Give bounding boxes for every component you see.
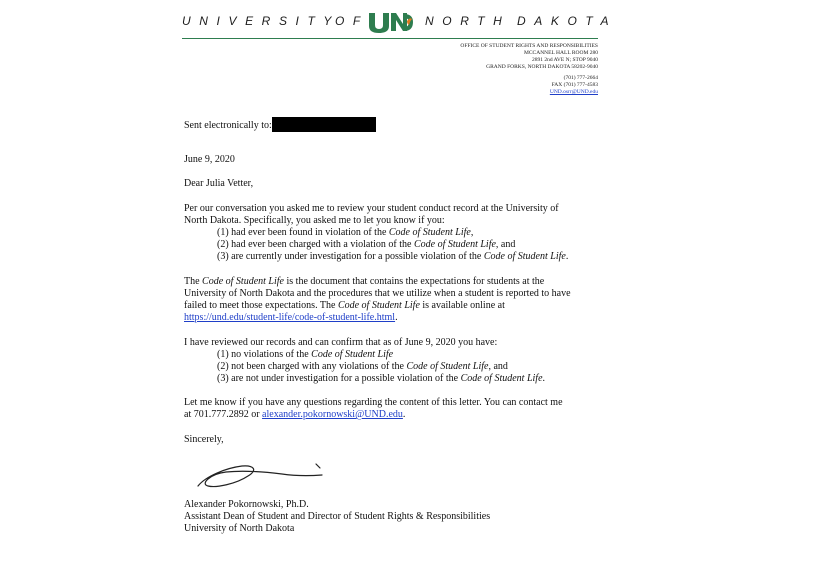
letterhead-word-of: OF	[335, 14, 369, 28]
office-city: GRAND FORKS, NORTH DAKOTA 58202-9040	[486, 64, 598, 70]
office-room: MCCANNEL HALL ROOM 280	[524, 50, 598, 56]
p2-line: The Code of Student Life is the document that contains the expectations for students at the	[184, 276, 545, 287]
handwritten-signature	[196, 456, 328, 492]
office-phone: (701) 777-2664	[563, 75, 598, 81]
p3-list-item: (2) not been charged with any violations of the Code of Student Life, and	[217, 361, 508, 372]
p4-line: Let me know if you have any questions regarding the content of this letter. You can contact me	[184, 397, 563, 408]
p2-line: failed to meet those expectations. The Code of Student Life is available online at	[184, 300, 505, 311]
p3-list-item: (1) no violations of the Code of Student Life	[217, 349, 394, 360]
p1-line: Per our conversation you asked me to review your student conduct record at the University of	[184, 203, 559, 214]
p1-list-item: (3) are currently under investigation for a possible violation of the Code of Student Life.	[217, 251, 569, 262]
paragraph-1	[184, 203, 568, 263]
letterhead-rule	[182, 38, 598, 39]
code-name: Code of Student Life	[406, 361, 489, 372]
salutation: Dear Julia Vetter,	[184, 178, 254, 189]
office-address-block	[460, 43, 598, 96]
letterhead-word-university: UNIVERSITY	[182, 14, 341, 28]
office-street: 2891 2nd AVE N; STOP 9040	[531, 57, 598, 63]
signer-title: Assistant Dean of Student and Director of Student Rights & Responsibilities	[184, 511, 491, 522]
signer-name: Alexander Pokornowski, Ph.D.	[184, 499, 309, 510]
letterhead-word-north: NORTH	[425, 14, 511, 28]
code-name: Code of Student Life	[483, 251, 566, 262]
signature-block	[184, 499, 490, 535]
paragraph-3	[184, 337, 545, 385]
p1-list-item: (1) had ever been found in violation of the Code of Student Life,	[217, 227, 474, 238]
p3-list-item: (3) are not under investigation for a possible violation of the Code of Student Life.	[217, 373, 546, 384]
p1-line: North Dakota. Specifically, you asked me to let you know if you:	[184, 215, 445, 226]
redaction-box	[272, 117, 376, 132]
code-name: Code of Student Life	[460, 373, 543, 384]
code-name: Code of Student Life	[413, 239, 496, 250]
code-of-student-life-link[interactable]: https://und.edu/student-life/code-of-student-life.html	[184, 312, 396, 323]
contact-email-link[interactable]: alexander.pokornowski@UND.edu	[262, 409, 403, 420]
code-name: Code of Student Life	[202, 276, 284, 287]
office-name: OFFICE OF STUDENT RIGHTS AND RESPONSIBILITIES	[460, 43, 598, 49]
p3-intro: I have reviewed our records and can confirm that as of June 9, 2020 you have:	[184, 337, 498, 348]
office-fax: FAX (701) 777-4583	[551, 82, 598, 88]
code-name: Code of Student Life	[337, 300, 420, 311]
p2-line: https://und.edu/student-life/code-of-student-life.html.	[184, 312, 398, 323]
office-email-link[interactable]: UND.osrr@UND.edu	[549, 89, 598, 95]
code-name: Code of Student Life	[311, 349, 394, 360]
closing: Sincerely,	[184, 434, 224, 445]
p1-list-item: (2) had ever been charged with a violation of the Code of Student Life, and	[217, 239, 516, 250]
letterhead-word-dakota: DAKOTA	[517, 14, 618, 28]
und-logo-icon	[366, 10, 414, 34]
letter-date: June 9, 2020	[184, 154, 235, 165]
paragraph-4	[184, 397, 563, 421]
code-name: Code of Student Life	[388, 227, 471, 238]
sent-label: Sent electronically to:	[184, 120, 272, 131]
letterhead-banner	[182, 10, 618, 34]
p2-line: University of North Dakota and the procedures that we utilize when a student is reported to have	[184, 288, 571, 299]
paragraph-2	[184, 276, 571, 324]
p4-line: at 701.777.2892 or alexander.pokornowski@UND.edu.	[184, 409, 406, 420]
sent-line	[184, 117, 376, 132]
signer-org: University of North Dakota	[184, 523, 295, 534]
